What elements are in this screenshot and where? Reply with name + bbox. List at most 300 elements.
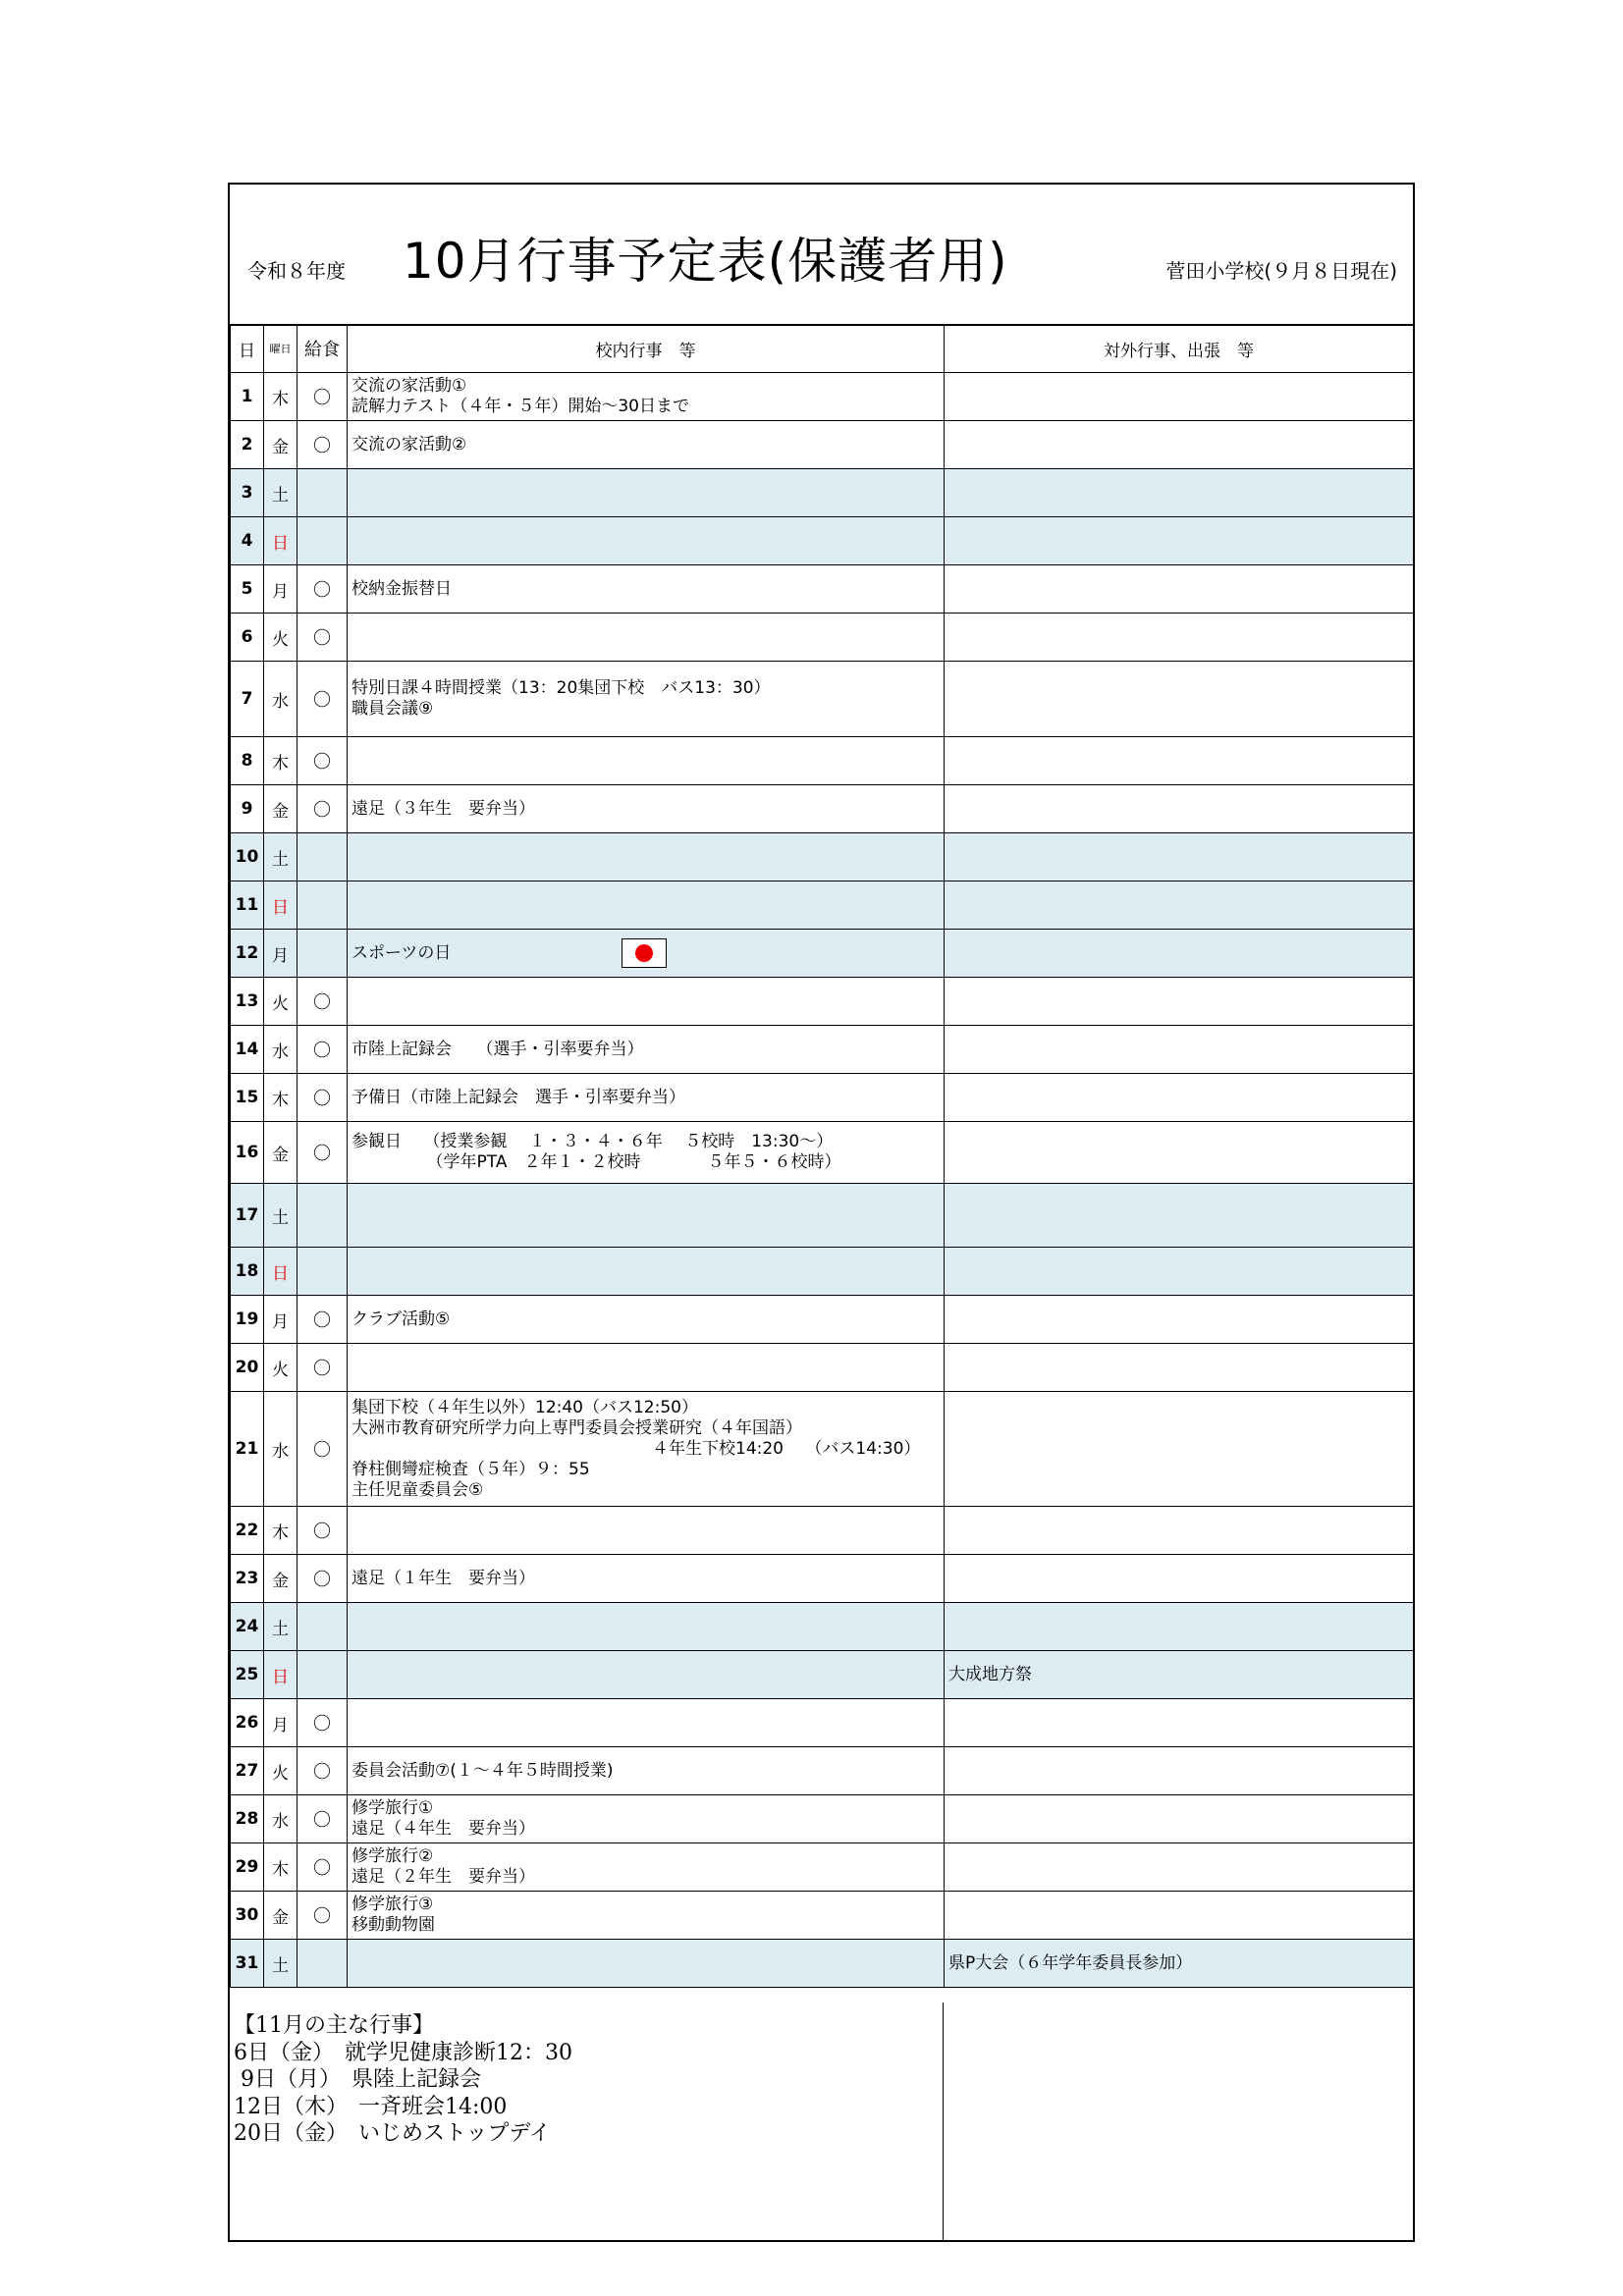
school-event-cell-text: 遠足（３年生 要弁当） [352,798,535,819]
day-cell [231,1747,264,1795]
school-event-cell [348,1122,945,1184]
weekday-cell-text: 土 [272,1955,289,1976]
lunch-cell [298,1747,348,1795]
day-cell-text: 10 [235,847,259,867]
school-event-cell-text: 校納金振替日 [352,578,452,599]
day-cell [231,881,264,930]
school-event-cell-text: 参観日 （授業参観 １・３・４・６年 ５校時 13:30～） （学年PTA ２年１・２校時 ５年５・６校時） [352,1132,841,1172]
day-cell [231,1296,264,1344]
external-event-cell [945,978,1414,1026]
school-event-cell [348,1892,945,1940]
external-event-cell [945,517,1414,565]
day-cell [231,1603,264,1651]
day-cell-text: 9 [241,799,253,819]
table-row [231,1392,1414,1507]
japan-flag-icon [622,938,667,968]
table-row [231,1026,1414,1074]
external-event-cell [945,737,1414,785]
header-row [231,325,1414,373]
school-event-cell [348,881,945,930]
school-event-cell [348,517,945,565]
weekday-cell-text: 木 [272,389,289,409]
lunch-cell-text: 〇 [313,580,331,601]
lunch-cell-text: 〇 [313,1570,331,1590]
external-event-cell [945,1892,1414,1940]
external-event-cell [945,1747,1414,1795]
weekday-cell-text: 火 [272,1763,289,1784]
school-event-cell-text: スポーツの日 [352,943,452,963]
col-lunch: 給食 [298,325,348,373]
school-event-cell-text: 委員会活動⑦(１～４年５時間授業) [352,1760,614,1781]
weekday-cell [264,662,298,737]
fiscal-year: 令和８年度 [247,259,346,283]
weekday-cell [264,1651,298,1699]
school-event-cell [348,1651,945,1699]
col-school-events: 校内行事 等 [348,325,945,373]
lunch-cell [298,1892,348,1940]
weekday-cell-text: 水 [272,1041,289,1062]
school-event-cell [348,1843,945,1892]
table-row [231,1892,1414,1940]
schedule-table [230,324,1414,1988]
external-event-cell [945,785,1414,833]
day-cell [231,1843,264,1892]
day-cell [231,1795,264,1843]
day-cell-text: 8 [241,751,253,771]
table-row [231,1940,1414,1988]
day-cell-text: 28 [235,1809,259,1829]
school-event-cell [348,930,945,978]
day-cell-text: 12 [235,943,259,963]
weekday-cell [264,978,298,1026]
table-row [231,614,1414,662]
lunch-cell [298,1699,348,1747]
day-cell-text: 5 [241,579,253,599]
table-row [231,1555,1414,1603]
day-cell-text: 3 [241,483,253,503]
weekday-cell [264,1184,298,1248]
weekday-cell-text: 土 [272,1619,289,1639]
school-event-cell-text: 交流の家活動① 読解力テスト（４年・５年）開始～30日まで [352,376,689,416]
table-row [231,978,1414,1026]
school-event-cell [348,1184,945,1248]
external-event-cell [945,1795,1414,1843]
weekday-cell [264,1507,298,1555]
day-cell-text: 7 [241,689,253,709]
school-event-cell [348,737,945,785]
flag-disc [635,944,653,962]
lunch-cell-text: 〇 [313,1440,331,1461]
school-event-cell [348,1507,945,1555]
weekday-cell [264,1122,298,1184]
school-event-cell-text: 交流の家活動② [352,434,467,454]
table-row [231,1699,1414,1747]
day-cell [231,1507,264,1555]
external-event-cell-text: 大成地方祭 [948,1664,1032,1684]
day-cell-text: 6 [241,627,253,647]
external-event-cell [945,421,1414,469]
external-event-cell [945,1555,1414,1603]
school-event-cell-text: 市陸上記録会 （選手・引率要弁当） [352,1039,644,1059]
external-event-cell [945,469,1414,517]
school-event-cell [348,1699,945,1747]
lunch-cell [298,1392,348,1507]
external-event-cell [945,1507,1414,1555]
external-event-cell [945,1651,1414,1699]
lunch-cell [298,930,348,978]
table-row [231,517,1414,565]
day-cell [231,1344,264,1392]
day-cell-text: 17 [235,1205,259,1225]
external-event-cell [945,1184,1414,1248]
weekday-cell [264,930,298,978]
table-row [231,833,1414,881]
weekday-cell [264,785,298,833]
lunch-cell [298,1795,348,1843]
lunch-cell-text: 〇 [313,1089,331,1109]
day-cell [231,565,264,614]
weekday-cell-text: 水 [272,691,289,712]
november-events [230,2002,944,2240]
weekday-cell-text: 日 [272,1667,289,1687]
day-cell [231,785,264,833]
weekday-cell [264,1892,298,1940]
day-cell [231,1248,264,1296]
day-cell-text: 13 [235,991,259,1011]
lunch-cell-text: 〇 [313,1858,331,1879]
table-row [231,881,1414,930]
school-event-cell-text: 修学旅行① 遠足（４年生 要弁当） [352,1798,535,1839]
external-event-cell [945,565,1414,614]
day-cell [231,1699,264,1747]
day-cell [231,1555,264,1603]
external-event-cell [945,1122,1414,1184]
table-row [231,1507,1414,1555]
lunch-cell-text: 〇 [313,1906,331,1927]
table-row [231,1603,1414,1651]
school-event-cell-text: 集団下校（４年生以外）12:40（バス12:50） 大洲市教育研究所学力向上専門委員会授業研究（４年国語） ４年生下校14:20 （バス14:30） 脊柱側彎症検査（５年）９：55 主任児童委員会⑤ [352,1397,921,1500]
lunch-cell-text: 〇 [313,1762,331,1783]
day-cell [231,421,264,469]
lunch-cell [298,421,348,469]
lunch-cell [298,1651,348,1699]
school-event-cell-text: 予備日（市陸上記録会 選手・引率要弁当） [352,1087,685,1107]
november-item: 6日（金） 就学児健康診断12：30 [234,2040,572,2065]
table-row [231,1344,1414,1392]
lunch-cell [298,1843,348,1892]
day-cell-text: 20 [235,1358,259,1377]
table-row [231,1074,1414,1122]
lunch-cell [298,565,348,614]
table-row [231,1747,1414,1795]
weekday-cell [264,1603,298,1651]
external-event-cell [945,1843,1414,1892]
day-cell [231,614,264,662]
table-row [231,1184,1414,1248]
lunch-cell [298,1940,348,1988]
lunch-cell [298,1507,348,1555]
external-event-cell [945,662,1414,737]
school-event-cell-text: クラブ活動⑤ [352,1308,451,1329]
day-cell-text: 29 [235,1857,259,1877]
day-cell [231,662,264,737]
day-cell [231,1026,264,1074]
weekday-cell-text: 火 [272,1360,289,1380]
day-cell-text: 31 [235,1953,259,1973]
table-row [231,1122,1414,1184]
november-section [230,2002,1413,2240]
weekday-cell-text: 木 [272,1859,289,1880]
school-event-cell [348,614,945,662]
day-cell [231,1392,264,1507]
external-event-cell [945,1603,1414,1651]
day-cell-text: 18 [235,1261,259,1281]
external-event-cell [945,1296,1414,1344]
school-event-cell [348,1074,945,1122]
lunch-cell [298,1296,348,1344]
weekday-cell [264,1074,298,1122]
weekday-cell-text: 火 [272,629,289,650]
external-event-cell [945,1699,1414,1747]
lunch-cell-text: 〇 [313,1810,331,1831]
lunch-cell [298,469,348,517]
weekday-cell-text: 金 [272,801,289,822]
lunch-cell [298,373,348,421]
november-heading: 【11月の主な行事】 [234,2013,434,2038]
table-row [231,662,1414,737]
lunch-cell [298,881,348,930]
table-row [231,785,1414,833]
day-cell-text: 15 [235,1088,259,1107]
weekday-cell [264,1392,298,1507]
weekday-cell [264,833,298,881]
weekday-cell-text: 日 [272,897,289,918]
external-event-cell [945,881,1414,930]
school-event-cell [348,469,945,517]
lunch-cell-text: 〇 [313,690,331,711]
november-item: 20日（金） いじめストップデイ [234,2121,551,2146]
school-event-cell [348,1603,945,1651]
school-event-cell [348,1392,945,1507]
weekday-cell [264,881,298,930]
school-event-cell [348,1795,945,1843]
table-row [231,1651,1414,1699]
day-cell-text: 26 [235,1713,259,1733]
lunch-cell-text: 〇 [313,1522,331,1542]
school-event-cell [348,1940,945,1988]
lunch-cell-text: 〇 [313,628,331,649]
day-cell [231,833,264,881]
school-event-cell [348,1747,945,1795]
lunch-cell-text: 〇 [313,1714,331,1735]
weekday-cell [264,1747,298,1795]
school-event-cell [348,662,945,737]
day-cell-text: 2 [241,435,253,454]
weekday-cell-text: 日 [272,1263,289,1284]
external-event-cell [945,373,1414,421]
external-event-cell-text: 県P大会（６年学年委員長参加） [948,1952,1193,1973]
external-event-cell [945,930,1414,978]
lunch-cell [298,517,348,565]
lunch-cell-text: 〇 [313,436,331,456]
school-event-cell [348,833,945,881]
weekday-cell-text: 火 [272,993,289,1014]
weekday-cell [264,1026,298,1074]
day-cell [231,373,264,421]
lunch-cell [298,785,348,833]
lunch-cell-text: 〇 [313,388,331,408]
table-row [231,930,1414,978]
day-cell-text: 19 [235,1309,259,1329]
external-event-cell [945,1026,1414,1074]
school-event-cell [348,421,945,469]
table-row [231,421,1414,469]
weekday-cell-text: 水 [272,1811,289,1832]
day-cell-text: 25 [235,1665,259,1684]
weekday-cell [264,1843,298,1892]
weekday-cell-text: 木 [272,1522,289,1543]
november-item: 12日（木） 一斉班会14:00 [234,2094,508,2119]
school-event-cell [348,565,945,614]
schedule-sheet [228,183,1415,2242]
external-event-cell [945,1940,1414,1988]
school-event-cell [348,978,945,1026]
lunch-cell [298,978,348,1026]
day-cell [231,1940,264,1988]
lunch-cell [298,662,348,737]
table-row [231,373,1414,421]
day-cell [231,1074,264,1122]
external-event-cell [945,1074,1414,1122]
day-cell [231,1651,264,1699]
table-row [231,1795,1414,1843]
weekday-cell-text: 月 [272,1715,289,1735]
lunch-cell-text: 〇 [313,1144,331,1164]
day-cell-text: 16 [235,1143,259,1162]
weekday-cell-text: 月 [272,1311,289,1332]
lunch-cell [298,614,348,662]
table-row [231,737,1414,785]
weekday-cell [264,1699,298,1747]
day-cell-text: 21 [235,1439,259,1459]
weekday-cell-text: 月 [272,581,289,602]
day-cell [231,1892,264,1940]
day-cell-text: 22 [235,1521,259,1540]
weekday-cell [264,737,298,785]
school-name: 菅田小学校(９月８日現在) [1165,259,1397,283]
day-cell-text: 30 [235,1905,259,1925]
weekday-cell [264,421,298,469]
day-cell-text: 24 [235,1617,259,1636]
title-row [230,185,1413,326]
weekday-cell [264,1555,298,1603]
school-event-cell [348,1026,945,1074]
weekday-cell-text: 木 [272,753,289,774]
weekday-cell [264,1940,298,1988]
lunch-cell [298,737,348,785]
school-event-cell [348,1344,945,1392]
external-event-cell [945,614,1414,662]
weekday-cell-text: 金 [272,437,289,457]
weekday-cell [264,469,298,517]
page-title: 10月行事予定表(保護者用) [403,233,1008,290]
day-cell-text: 27 [235,1761,259,1781]
weekday-cell-text: 木 [272,1090,289,1110]
table-row [231,1248,1414,1296]
school-event-cell-text: 修学旅行② 遠足（２年生 要弁当） [352,1846,535,1887]
school-event-cell [348,1248,945,1296]
day-cell [231,930,264,978]
lunch-cell-text: 〇 [313,1310,331,1331]
lunch-cell-text: 〇 [313,992,331,1013]
lunch-cell-text: 〇 [313,800,331,821]
school-event-cell [348,373,945,421]
lunch-cell [298,1122,348,1184]
col-external-events: 対外行事、出張 等 [945,325,1414,373]
external-event-cell [945,1344,1414,1392]
weekday-cell-text: 土 [272,1207,289,1228]
lunch-cell-text: 〇 [313,752,331,773]
weekday-cell [264,1344,298,1392]
day-cell [231,1122,264,1184]
weekday-cell-text: 月 [272,945,289,966]
col-day: 日 [231,325,264,373]
lunch-cell [298,1026,348,1074]
day-cell-text: 1 [241,387,253,406]
school-event-cell-text: 修学旅行③ 移動動物園 [352,1895,435,1935]
school-event-cell [348,785,945,833]
school-event-cell-text: 特別日課４時間授業（13：20集団下校 バス13：30） 職員会議⑨ [352,678,771,719]
school-event-cell [348,1555,945,1603]
weekday-cell [264,517,298,565]
lunch-cell [298,833,348,881]
weekday-cell-text: 金 [272,1571,289,1591]
table-row [231,1843,1414,1892]
table-row [231,469,1414,517]
lunch-cell [298,1603,348,1651]
external-event-cell [945,833,1414,881]
lunch-cell-text: 〇 [313,1041,331,1061]
day-cell [231,1184,264,1248]
lunch-cell [298,1248,348,1296]
weekday-cell-text: 金 [272,1145,289,1165]
school-event-cell-text: 遠足（１年生 要弁当） [352,1568,535,1588]
external-event-cell [945,1248,1414,1296]
lunch-cell [298,1074,348,1122]
day-cell [231,978,264,1026]
weekday-cell-text: 金 [272,1907,289,1928]
day-cell [231,737,264,785]
lunch-cell [298,1184,348,1248]
day-cell-text: 4 [241,531,253,551]
weekday-cell [264,1795,298,1843]
weekday-cell [264,1248,298,1296]
school-event-cell [348,1296,945,1344]
weekday-cell [264,373,298,421]
lunch-cell-text: 〇 [313,1359,331,1379]
table-row [231,565,1414,614]
day-cell-text: 11 [235,895,259,915]
day-cell-text: 14 [235,1040,259,1059]
november-item: 9日（月） 県陸上記録会 [234,2067,481,2092]
external-event-cell [945,1392,1414,1507]
weekday-cell [264,1296,298,1344]
weekday-cell-text: 水 [272,1441,289,1462]
day-cell [231,517,264,565]
day-cell [231,469,264,517]
day-cell-text: 23 [235,1569,259,1588]
weekday-cell-text: 日 [272,533,289,554]
